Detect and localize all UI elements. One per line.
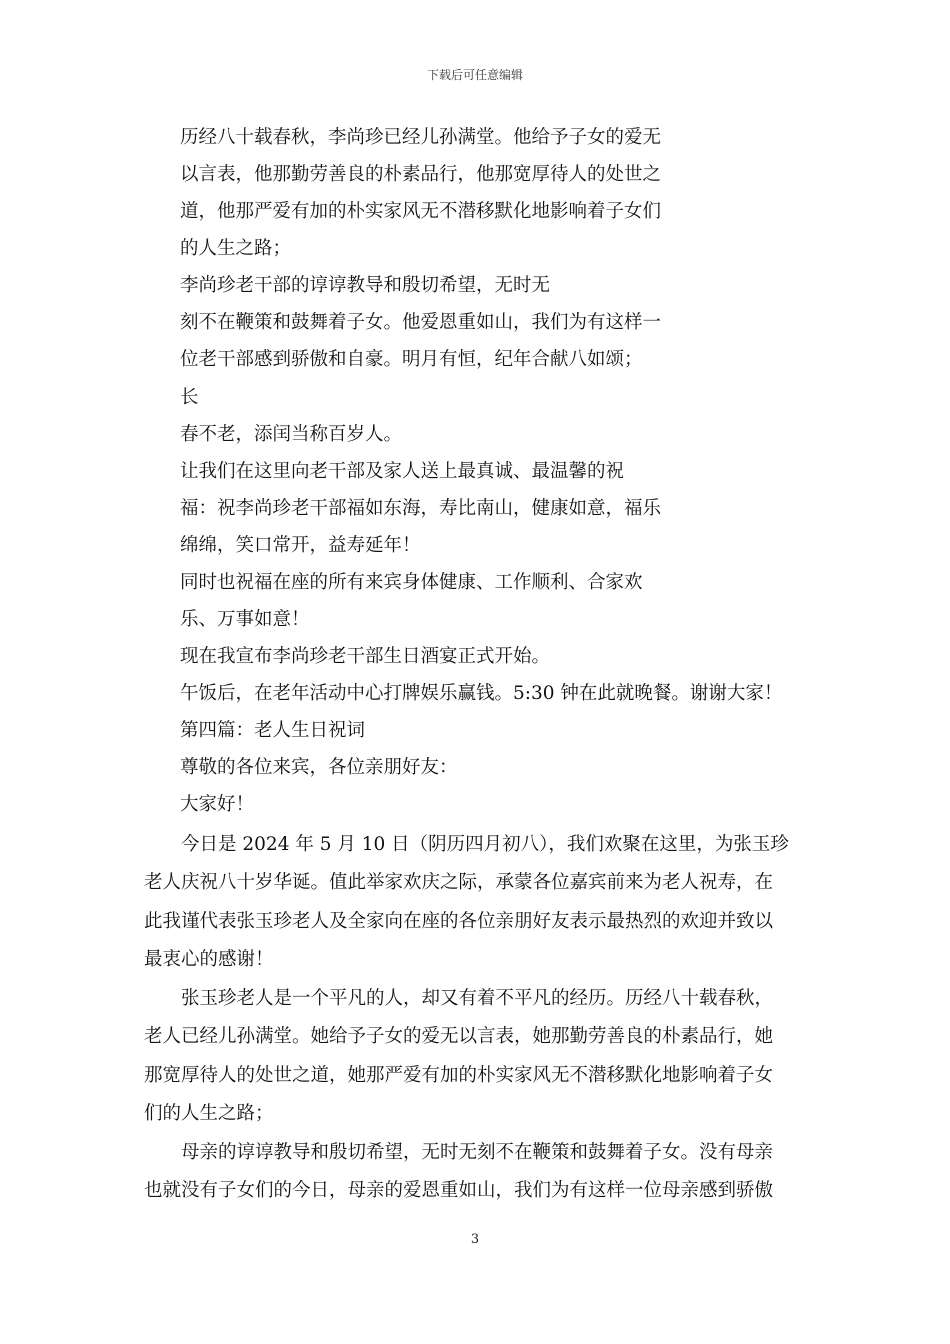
text-line: 乐、万事如意！ bbox=[180, 609, 310, 630]
text-line: 以言表，他那勤劳善良的朴素品行，他那宽厚待人的处世之 bbox=[180, 164, 662, 185]
text-line: 今日是 2024 年 5 月 10 日（阴历四月初八），我们欢聚在这里，为张玉珍 bbox=[181, 834, 789, 855]
text-line: 同时也祝福在座的所有来宾身体健康、工作顺利、合家欢 bbox=[180, 572, 643, 593]
text-line: 绵绵，笑口常开，益寿延年！ bbox=[180, 535, 421, 556]
text-line: 让我们在这里向老干部及家人送上最真诚、最温馨的祝 bbox=[180, 461, 625, 482]
text-line: 老人庆祝八十岁华诞。值此举家欢庆之际，承蒙各位嘉宾前来为老人祝寿，在 bbox=[144, 872, 774, 893]
text-line: 也就没有子女们的今日，母亲的爱恩重如山，我们为有这样一位母亲感到骄傲 bbox=[144, 1180, 774, 1201]
text-line: 长 bbox=[180, 387, 199, 408]
text-line: 现在我宣布李尚珍老干部生日酒宴正式开始。 bbox=[180, 646, 551, 667]
text-line: 午饭后，在老年活动中心打牌娱乐赢钱。5:30 钟在此就晚餐。谢谢大家！ bbox=[180, 683, 783, 704]
text-line: 此我谨代表张玉珍老人及全家向在座的各位亲朋好友表示最热烈的欢迎并致以 bbox=[144, 911, 774, 932]
text-line: 老人已经儿孙满堂。她给予子女的爱无以言表，她那勤劳善良的朴素品行，她 bbox=[144, 1026, 774, 1047]
text-line: 尊敬的各位来宾，各位亲朋好友： bbox=[180, 757, 458, 778]
text-line: 那宽厚待人的处世之道，她那严爱有加的朴实家风无不潜移默化地影响着子女 bbox=[144, 1065, 774, 1086]
text-line: 的人生之路； bbox=[180, 238, 292, 259]
text-line: 大家好！ bbox=[180, 794, 255, 815]
section-heading: 第四篇：老人生日祝词 bbox=[180, 720, 366, 741]
text-line: 福：祝李尚珍老干部福如东海，寿比南山，健康如意，福乐 bbox=[180, 498, 662, 519]
text-line: 刻不在鞭策和鼓舞着子女。他爱恩重如山，我们为有这样一 bbox=[180, 312, 662, 333]
page-number: 3 bbox=[470, 1232, 480, 1247]
text-line: 张玉珍老人是一个平凡的人，却又有着不平凡的经历。历经八十载春秋， bbox=[181, 988, 774, 1009]
text-line: 们的人生之路； bbox=[144, 1103, 274, 1124]
text-line: 最衷心的感谢！ bbox=[144, 949, 274, 970]
text-line: 道，他那严爱有加的朴实家风无不潜移默化地影响着子女们 bbox=[180, 201, 662, 222]
text-line: 位老干部感到骄傲和自豪。明月有恒，纪年合献八如颂； bbox=[180, 349, 643, 370]
text-line: 春不老，添闰当称百岁人。 bbox=[180, 424, 403, 445]
text-line: 母亲的谆谆教导和殷切希望，无时无刻不在鞭策和鼓舞着子女。没有母亲 bbox=[181, 1142, 774, 1163]
page-header: 下载后可任意编辑 bbox=[426, 68, 523, 82]
text-line: 李尚珍老干部的谆谆教导和殷切希望，无时无 bbox=[180, 275, 551, 296]
text-line: 历经八十载春秋，李尚珍已经儿孙满堂。他给予子女的爱无 bbox=[180, 127, 662, 148]
